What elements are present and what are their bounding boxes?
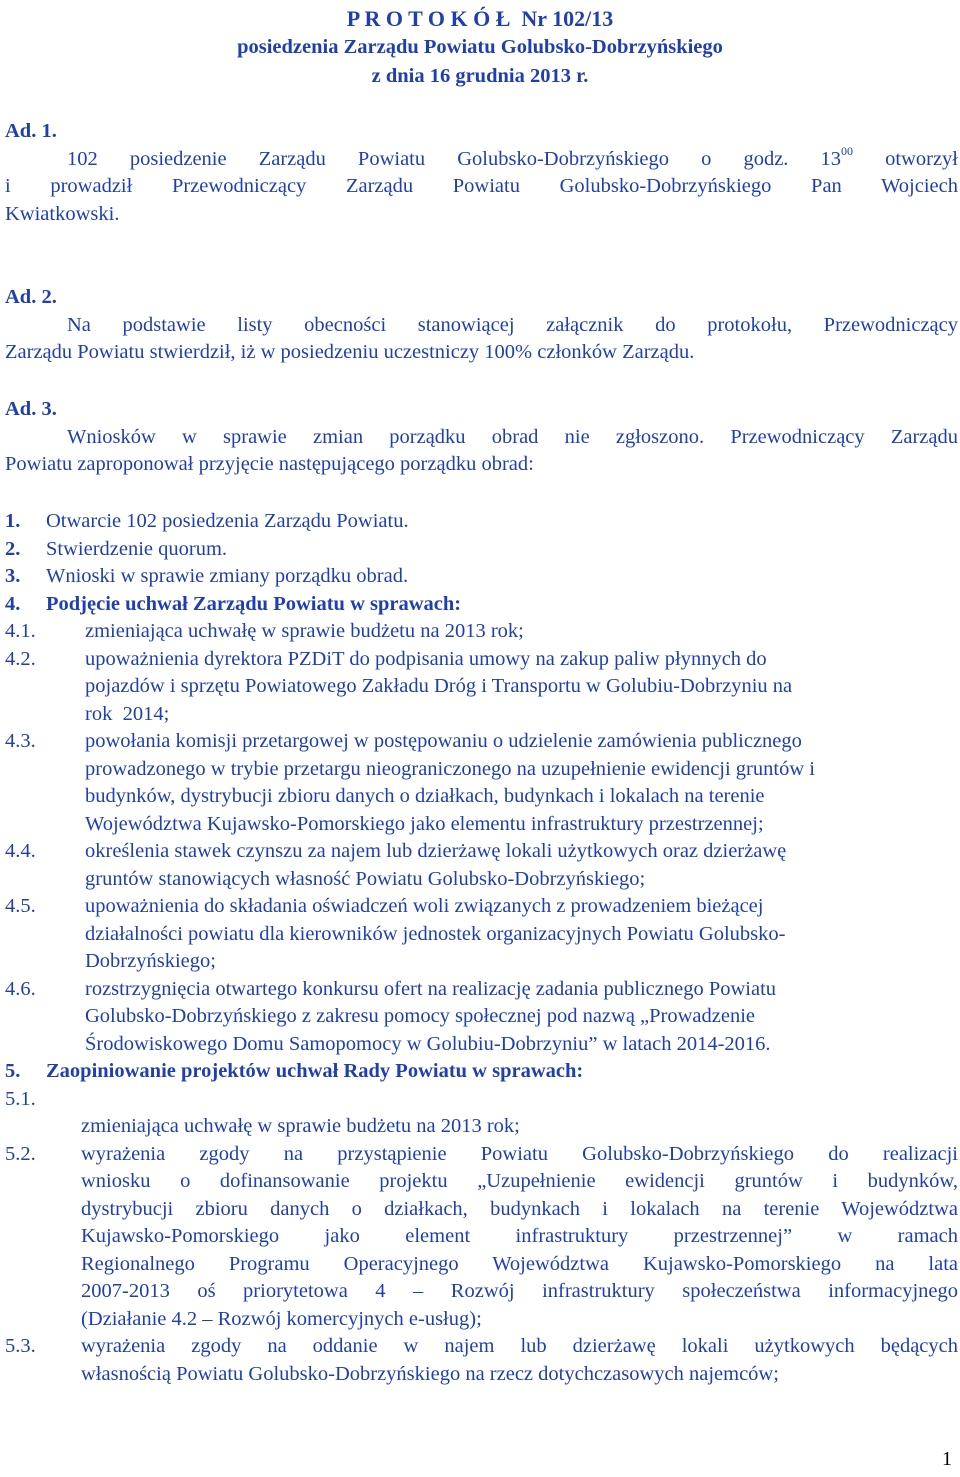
section-ad2 <box>5 284 958 367</box>
section-ad1 <box>5 118 958 228</box>
list-item: 4.1. zmieniająca uchwałę w sprawie budżetu na 2013 rok; <box>5 620 524 642</box>
list-item: 4.4. określenia stawek czynszu za najem lub dzierżawę lokali użytkowych oraz dzierżawę gruntów stanowiących własność Powiatu Golubsko-Dobrzyńskiego; <box>5 840 787 890</box>
ad1-line3: Kwiatkowski. <box>5 202 120 225</box>
ad2-heading: Ad. 2. <box>5 286 57 308</box>
page-number: 1 <box>942 1448 952 1470</box>
ad1-line2: i prowadził Przewodniczący Zarządu Powiatu Golubsko-Dobrzyńskiego Pan Wojciech <box>5 175 958 197</box>
list-item: 1. Otwarcie 102 posiedzenia Zarządu Powiatu. <box>5 510 409 532</box>
list-item: 2. Stwierdzenie quorum. <box>5 537 228 560</box>
protocol-title: P R O T O K Ó Ł Nr 102/13 <box>346 6 614 31</box>
list-item: 4. Podjęcie uchwał Zarządu Powiatu w sprawach: <box>5 592 462 615</box>
list-item: 5.1. zmieniająca uchwałę w sprawie budżetu na 2013 rok; <box>5 1087 520 1137</box>
list-item: 4.5. upoważnienia do składania oświadczeń woli związanych z prowadzeniem bieżącej działalności powiatu dla kierowników jednostek organizacyjnych Powiatu Golubsko- Dobrzyńskiego; <box>5 895 786 972</box>
ad2-line2: Zarządu Powiatu stwierdził, iż w posiedzeniu uczestniczy 100% członków Zarządu. <box>5 341 695 363</box>
list-item: 5.2. wyrażenia zgody na przystąpienie Powiatu Golubsko-Dobrzyńskiego do realizacji wniosku o dofinansowanie projektu „Uzupełnienie ewidencji gruntów i budynków, dystrybucji zbioru danych o działkach, budynkach i lokalach na terenie Województwa Kujawsko-Pomorskiego jako element infrastruktury przestrzennej” w ramach Regionalnego Programu Operacyjnego Województwa Kujawsko-Pomorskiego na lata 2007-2013 oś priorytetowa 4 – Rozwój infrastruktury społeczeństwa informacyjnego (Działanie 4.2 – Rozwój komercyjnych e-usług); <box>5 1142 958 1330</box>
list-item: 5.3. wyrażenia zgody na oddanie w najem lub dzierżawę lokali użytkowych będących własnością Powiatu Golubsko-Dobrzyńskiego na rzecz dotychczasowych najemców; <box>5 1335 958 1385</box>
ad2-line1: Na podstawie listy obecności stanowiącej załącznik do protokołu, Przewodniczący <box>67 313 958 336</box>
list-item: 5. Zaopiniowanie projektów uchwał Rady Powiatu w sprawach: <box>5 1060 584 1082</box>
list-item: 4.2. upoważnienia dyrektora PZDiT do podpisania umowy na zakup paliw płynnych do pojazdów i sprzętu Powiatowego Zakładu Dróg i Transportu w Golubiu-Dobrzyniu na rok 2014; <box>5 647 793 725</box>
document-header <box>0 4 960 91</box>
list-item: 3. Wnioski w sprawie zmiany porządku obrad. <box>5 565 409 587</box>
ad3-line1: Wniosków w sprawie zmian porządku obrad nie zgłoszono. Przewodniczący Zarządu <box>67 425 958 448</box>
protocol-date: z dnia 16 grudnia 2013 r. <box>371 65 589 87</box>
time-superscript: 00 <box>841 143 854 158</box>
ad1-heading: Ad. 1. <box>5 120 57 142</box>
section-ad3 <box>5 396 958 479</box>
agenda-list <box>5 508 958 1388</box>
ad1-line1: 102 posiedzenie Zarządu Powiatu Golubsko-Dobrzyńskiego o godz. $13^{00}$ otworzył <box>67 143 958 170</box>
ad3-line2: Powiatu zaproponował przyjęcie następującego porządku obrad: <box>5 453 534 475</box>
protocol-subtitle: posiedzenia Zarządu Powiatu Golubsko-Dobrzyńskiego <box>237 36 723 58</box>
list-item: 4.3. powołania komisji przetargowej w postępowaniu o udzielenie zamówienia publicznego prowadzonego w trybie przetargu nieograniczonego na uzupełnienie ewidencji gruntów i budynków, dystrybucji zbioru danych o działkach, budynkach i lokalach na terenie Województwa Kujawsko-Pomorskiego jako elementu infrastruktury przestrzennej; <box>5 730 815 835</box>
ad3-heading: Ad. 3. <box>5 398 57 420</box>
list-item: 4.6. rozstrzygnięcia otwartego konkursu ofert na realizację zadania publicznego Powiatu Golubsko-Dobrzyńskiego z zakresu pomocy społecznej pod nazwą „Prowadzenie Środowiskowego Domu Samopomocy w Golubiu-Dobrzyniu” w latach 2014-2016. <box>5 977 777 1055</box>
